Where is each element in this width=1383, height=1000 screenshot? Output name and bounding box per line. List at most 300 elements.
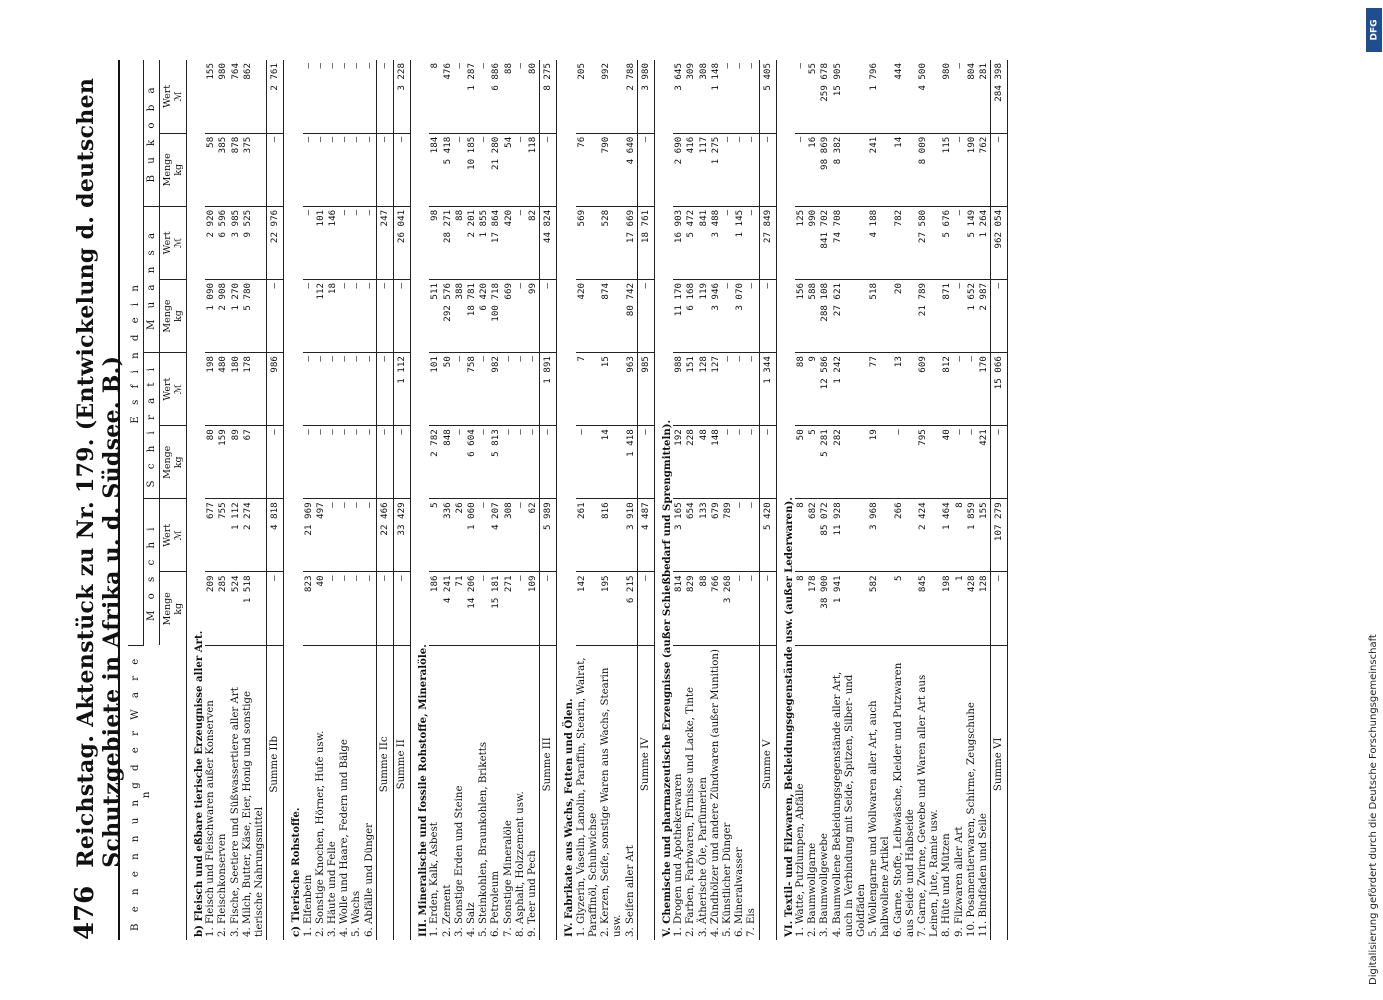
cell-menge-kg: 118 — [527, 133, 540, 206]
section-heading-row — [411, 60, 430, 940]
cell-menge-kg: 241 — [868, 133, 892, 206]
unit-label-menge: Menge — [162, 592, 173, 626]
sum-label: Summe IIc — [376, 645, 393, 940]
cell-wert-mark: 155 — [205, 60, 217, 133]
goods-name: 4. Zündhölzer und andere Zündwaren (außer Munition) — [709, 649, 721, 937]
cell-menge-kg: 282 — [832, 426, 869, 499]
cell-wert-mark: — — [376, 353, 393, 426]
cell-menge-kg: 18 781 — [466, 279, 478, 352]
cell-wert-mark: — — [364, 499, 377, 572]
cell-menge-kg: — — [351, 133, 363, 206]
cell-menge-kg: — — [540, 133, 557, 206]
cell-wert-mark: 497 — [315, 499, 327, 572]
section-title: c) Tierische Rohstoffe. — [290, 807, 303, 937]
goods-name: 5. Wachs — [351, 890, 363, 937]
section-title: b) Fleisch und eßbare tierische Erzeugnisse aller Art. — [193, 630, 205, 937]
sum-row — [991, 60, 1008, 940]
cell-menge-kg: — — [315, 426, 327, 499]
cell-menge-kg: — — [734, 572, 746, 645]
cell-wert-mark: 26 — [454, 499, 466, 572]
unit-label-mark: ℳ — [173, 237, 184, 249]
table-row — [978, 60, 991, 940]
cell-wert-mark: 151 — [685, 353, 697, 426]
cell-menge-kg: 18 — [327, 279, 339, 352]
cell-wert-mark: 1 242 — [832, 353, 869, 426]
cell-wert-mark: 15 — [600, 353, 624, 426]
unit-label-kg: kg — [173, 163, 184, 176]
cell-menge-kg: — — [454, 133, 466, 206]
goods-name: 3. Seifen aller Art — [624, 845, 636, 937]
table-row — [795, 60, 807, 940]
cell-menge-kg: 1 270 — [230, 279, 242, 352]
place-header-moschi: M o s c h i — [144, 499, 160, 645]
table-row — [673, 60, 685, 940]
cell-menge-kg: 3 268 — [722, 572, 734, 645]
cell-menge-kg: 50 — [795, 426, 807, 499]
cell-menge-kg: — — [267, 572, 284, 645]
cell-menge-kg: — — [351, 572, 363, 645]
cell-wert-mark: 980 — [941, 60, 953, 133]
place-header-bukoba: B u k o b a — [144, 60, 160, 206]
cell-wert-mark: 15 905 — [832, 60, 869, 133]
cell-menge-kg: 192 — [673, 426, 685, 499]
unit-header-wert — [160, 499, 187, 572]
cell-menge-kg: — — [339, 426, 351, 499]
cell-menge-kg: 511 — [429, 279, 441, 352]
table-row — [893, 60, 917, 940]
cell-wert-mark: — — [364, 353, 377, 426]
cell-menge-kg: — — [267, 133, 284, 206]
table-row — [527, 60, 540, 940]
cell-menge-kg: — — [527, 426, 540, 499]
cell-wert-mark: 3 488 — [710, 206, 722, 279]
cell-menge-kg: — — [376, 133, 393, 206]
cell-wert-mark: 266 — [893, 499, 917, 572]
cell-menge-kg: 288 108 — [819, 279, 831, 352]
cell-wert-mark: 62 — [527, 499, 540, 572]
cell-menge-kg: — — [364, 279, 377, 352]
cell-menge-kg: 2 782 — [429, 426, 441, 499]
cell-wert-mark: — — [364, 60, 377, 133]
cell-wert-mark: 4 188 — [868, 206, 892, 279]
cell-menge-kg: 292 576 — [442, 279, 454, 352]
sum-label: Summe IV — [637, 645, 654, 940]
cell-menge-kg: 420 — [576, 279, 600, 352]
cell-menge-kg: — — [327, 133, 339, 206]
goods-name: 5. Künstlicher Dünger — [721, 822, 733, 937]
cell-menge-kg: — — [394, 572, 411, 645]
cell-menge-kg: 5 281 — [819, 426, 831, 499]
cell-menge-kg: 5 — [807, 426, 819, 499]
cell-menge-kg: 48 — [698, 426, 710, 499]
cell-menge-kg: 20 — [893, 279, 917, 352]
cell-wert-mark: — — [478, 60, 490, 133]
cell-menge-kg: 21 280 — [490, 133, 502, 206]
cell-menge-kg: 1 275 — [710, 133, 722, 206]
unit-label-menge: Menge — [162, 299, 173, 333]
cell-menge-kg: 814 — [673, 572, 685, 645]
cell-wert-mark: 5 149 — [966, 206, 978, 279]
cell-wert-mark: — — [303, 206, 315, 279]
cell-wert-mark: 1 148 — [710, 60, 722, 133]
cell-menge-kg: — — [267, 426, 284, 499]
cell-wert-mark: — — [327, 60, 339, 133]
cell-wert-mark: 13 — [893, 353, 917, 426]
cell-wert-mark: — — [722, 206, 734, 279]
cell-wert-mark: — — [954, 206, 966, 279]
cell-menge-kg: 385 — [217, 133, 229, 206]
cell-wert-mark: 3 910 — [625, 499, 638, 572]
cell-wert-mark: 98 — [429, 206, 441, 279]
cell-wert-mark: 2 274 — [242, 499, 267, 572]
cell-wert-mark: 1 859 — [966, 499, 978, 572]
cell-wert-mark: 44 824 — [540, 206, 557, 279]
cell-menge-kg: — — [734, 426, 746, 499]
cell-wert-mark: 609 — [917, 353, 941, 426]
cell-menge-kg: — — [637, 279, 654, 352]
cell-menge-kg: 823 — [303, 572, 315, 645]
unit-header-wert — [160, 206, 187, 279]
goods-name: 9. Filzwaren aller Art — [953, 826, 965, 937]
cell-menge-kg: 19 — [868, 426, 892, 499]
cell-menge-kg: — — [364, 426, 377, 499]
cell-menge-kg: — — [734, 133, 746, 206]
table-row — [625, 60, 638, 940]
cell-menge-kg: 100 718 — [490, 279, 502, 352]
section-title: IV. Fabrikate aus Wachs, Fetten und Ölen. — [563, 698, 576, 937]
cell-menge-kg: — — [454, 426, 466, 499]
goods-name: 1. Erden, Kalk, Asbest — [429, 822, 441, 937]
cell-wert-mark: 101 — [315, 206, 327, 279]
header-rule — [118, 60, 120, 940]
unit-header-wert — [160, 353, 187, 426]
cell-wert-mark: 88 — [795, 353, 807, 426]
table-row — [442, 60, 454, 940]
table-row — [722, 60, 734, 940]
cell-wert-mark: — — [966, 353, 978, 426]
cell-wert-mark: 74 708 — [832, 206, 869, 279]
cell-wert-mark: 2 761 — [267, 60, 284, 133]
table-row — [454, 60, 466, 940]
cell-wert-mark: 146 — [327, 206, 339, 279]
table-row — [242, 60, 267, 940]
goods-name: 1. Drogen und Apothekerwaren — [673, 773, 685, 937]
goods-name: 2. Zement — [441, 884, 453, 937]
cell-menge-kg: 99 — [527, 279, 540, 352]
cell-menge-kg: — — [722, 279, 734, 352]
cell-wert-mark: 982 — [490, 353, 502, 426]
cell-menge-kg: — — [576, 426, 600, 499]
goods-name: 5. Steinkohlen, Braunkohlen, Briketts — [478, 741, 490, 937]
goods-name: 1. Fleisch und Fleischwaren außer Konserven — [205, 700, 217, 937]
cell-menge-kg: 874 — [600, 279, 624, 352]
cell-menge-kg: — — [515, 133, 527, 206]
cell-wert-mark: — — [954, 60, 966, 133]
unit-label-mark: ℳ — [173, 91, 184, 102]
table-row — [917, 60, 941, 940]
cell-menge-kg: — — [759, 279, 776, 352]
cell-menge-kg: 14 — [600, 426, 624, 499]
cell-menge-kg: — — [394, 279, 411, 352]
cell-wert-mark: 4 500 — [917, 60, 941, 133]
cell-wert-mark: 101 — [429, 353, 441, 426]
cell-menge-kg: 14 — [893, 133, 917, 206]
cell-menge-kg: 186 — [429, 572, 441, 645]
cell-wert-mark: 816 — [600, 499, 624, 572]
goods-name: 3. Ätherische Öle, Parfümerien — [697, 777, 709, 937]
cell-menge-kg: 285 — [217, 572, 229, 645]
cell-wert-mark: 155 — [978, 499, 991, 572]
unit-label-kg: kg — [173, 602, 184, 615]
cell-menge-kg: 829 — [685, 572, 697, 645]
cell-wert-mark: 528 — [600, 206, 624, 279]
cell-menge-kg: 669 — [503, 279, 515, 352]
page-header — [70, 60, 125, 940]
cell-menge-kg: 21 789 — [917, 279, 941, 352]
cell-menge-kg: 112 — [315, 279, 327, 352]
cell-wert-mark: 8 — [429, 60, 441, 133]
cell-wert-mark: 480 — [217, 353, 229, 426]
table-row — [466, 60, 478, 940]
cell-menge-kg: — — [746, 279, 759, 352]
cell-wert-mark: 679 — [710, 499, 722, 572]
unit-label-kg: kg — [173, 310, 184, 322]
cell-menge-kg: 3 070 — [734, 279, 746, 352]
cell-wert-mark: 27 580 — [917, 206, 941, 279]
sum-label: Summe II — [394, 645, 411, 940]
cell-menge-kg: — — [991, 572, 1008, 645]
cell-wert-mark: 178 — [242, 353, 267, 426]
table-row — [685, 60, 697, 940]
goods-name: 2. Kerzen, Seife, sonstige Waren aus Wachs, Stearin usw. — [600, 667, 624, 937]
cell-menge-kg: — — [991, 426, 1008, 499]
cell-menge-kg: 1 418 — [625, 426, 638, 499]
cell-menge-kg: — — [315, 133, 327, 206]
table-row — [710, 60, 722, 940]
cell-wert-mark: 28 271 — [442, 206, 454, 279]
unit-label-menge: Menge — [162, 445, 173, 479]
cell-menge-kg: — — [722, 426, 734, 499]
cell-menge-kg: — — [339, 279, 351, 352]
cell-menge-kg: — — [746, 426, 759, 499]
cell-menge-kg: 871 — [941, 279, 953, 352]
cell-menge-kg: 518 — [868, 279, 892, 352]
cell-wert-mark: 2 788 — [625, 60, 638, 133]
goods-name: 4. Salz — [466, 902, 478, 937]
cell-menge-kg: 148 — [710, 426, 722, 499]
cell-menge-kg: 845 — [917, 572, 941, 645]
table-row — [515, 60, 527, 940]
cell-menge-kg: — — [376, 426, 393, 499]
cell-menge-kg: 1 941 — [832, 572, 869, 645]
cell-menge-kg: — — [954, 279, 966, 352]
table-row — [746, 60, 759, 940]
cell-menge-kg: — — [351, 426, 363, 499]
cell-menge-kg: — — [795, 133, 807, 206]
cell-wert-mark: 3 968 — [868, 499, 892, 572]
cell-wert-mark: 1 796 — [868, 60, 892, 133]
cell-wert-mark: 962 054 — [991, 206, 1008, 279]
cell-wert-mark: 133 — [698, 499, 710, 572]
goods-name: 3. Sonstige Erden und Steine — [453, 785, 465, 937]
cell-menge-kg: — — [478, 572, 490, 645]
cell-wert-mark: 789 — [722, 499, 734, 572]
cell-menge-kg: 80 — [205, 426, 217, 499]
cell-menge-kg: — — [722, 133, 734, 206]
cell-menge-kg: — — [327, 572, 339, 645]
cell-wert-mark: 764 — [230, 60, 242, 133]
cell-wert-mark: — — [722, 353, 734, 426]
cell-wert-mark: — — [478, 499, 490, 572]
cell-wert-mark: 85 072 — [819, 499, 831, 572]
cell-wert-mark: — — [954, 353, 966, 426]
cell-menge-kg: — — [954, 426, 966, 499]
cell-menge-kg: 5 813 — [490, 426, 502, 499]
cell-menge-kg: — — [303, 426, 315, 499]
goods-name: 2. Baumwollgarne — [807, 842, 819, 937]
cell-wert-mark: 8 — [954, 499, 966, 572]
cell-menge-kg: 142 — [576, 572, 600, 645]
cell-wert-mark: 107 279 — [991, 499, 1008, 572]
section-heading-row — [557, 60, 576, 940]
cell-menge-kg: — — [267, 279, 284, 352]
section-title: III. Mineralische und fossile Rohstoffe, Mineralöle. — [417, 644, 430, 937]
running-title: Reichstag. Aktenstück zu Nr. 179. (Entwickelung d. deutschen Schutzgebiete in Afrika u. d. Südsee. B.) — [73, 77, 125, 868]
cell-wert-mark: 2 920 — [205, 206, 217, 279]
unit-label-wert: Wert — [162, 377, 173, 401]
cell-menge-kg: 15 181 — [490, 572, 502, 645]
cell-wert-mark: — — [327, 499, 339, 572]
cell-menge-kg: 848 — [442, 426, 454, 499]
unit-header-wert — [160, 60, 187, 133]
cell-wert-mark: 17 669 — [625, 206, 638, 279]
cell-wert-mark: — — [339, 206, 351, 279]
cell-menge-kg: — — [478, 426, 490, 499]
cell-wert-mark: 1 264 — [978, 206, 991, 279]
cell-wert-mark: 1 464 — [941, 499, 953, 572]
cell-wert-mark: 5 472 — [685, 206, 697, 279]
cell-wert-mark: 82 — [527, 206, 540, 279]
unit-header-menge — [160, 133, 187, 206]
cell-wert-mark: — — [734, 353, 746, 426]
cell-menge-kg: 178 — [807, 572, 819, 645]
goods-name: 2. Fleischkonserven — [217, 833, 229, 937]
cell-wert-mark: 986 — [267, 353, 284, 426]
cell-wert-mark: 55 — [807, 60, 819, 133]
cell-menge-kg: — — [515, 426, 527, 499]
cell-wert-mark: — — [351, 206, 363, 279]
cell-wert-mark: 1 287 — [466, 60, 478, 133]
cell-menge-kg: — — [515, 572, 527, 645]
cell-menge-kg: 54 — [503, 133, 515, 206]
cell-wert-mark: 444 — [893, 60, 917, 133]
cell-menge-kg: — — [637, 133, 654, 206]
cell-menge-kg: 76 — [576, 133, 600, 206]
cell-menge-kg: 388 — [454, 279, 466, 352]
cell-menge-kg: — — [746, 133, 759, 206]
cell-menge-kg: 4 241 — [442, 572, 454, 645]
unit-label-wert: Wert — [162, 231, 173, 255]
sum-row — [267, 60, 284, 940]
cell-wert-mark: 4 207 — [490, 499, 502, 572]
cell-wert-mark: 15 066 — [991, 353, 1008, 426]
place-header-schirati: S c h i r a t i — [144, 353, 160, 499]
cell-wert-mark: 18 761 — [637, 206, 654, 279]
table-row — [819, 60, 831, 940]
section-heading-row — [187, 60, 206, 940]
cell-menge-kg: — — [759, 133, 776, 206]
cell-wert-mark: 16 903 — [673, 206, 685, 279]
unit-header-menge — [160, 572, 187, 645]
cell-menge-kg: — — [540, 572, 557, 645]
cell-wert-mark: — — [746, 206, 759, 279]
unit-label-menge: Menge — [162, 153, 173, 187]
cell-wert-mark: 284 398 — [991, 60, 1008, 133]
cell-wert-mark: 804 — [966, 60, 978, 133]
cell-wert-mark: 22 466 — [376, 499, 393, 572]
cell-menge-kg: 524 — [230, 572, 242, 645]
cell-wert-mark: 4 487 — [637, 499, 654, 572]
cell-wert-mark: 308 — [698, 60, 710, 133]
cell-menge-kg: 5 780 — [242, 279, 267, 352]
table-row — [868, 60, 892, 940]
section-heading-row — [284, 60, 303, 940]
goods-name: 3. Baumwollgewebe — [819, 833, 831, 937]
cell-wert-mark: 782 — [893, 206, 917, 279]
column-header-goods: B e n e n n u n g d e r W a r e n — [128, 645, 187, 940]
cell-menge-kg: — — [364, 133, 377, 206]
cell-wert-mark: 6 886 — [490, 60, 502, 133]
cell-wert-mark: — — [454, 353, 466, 426]
sum-row — [637, 60, 654, 940]
digitization-note: Digitalisierung gefördert durch die Deutsche Forschungsgemeinschaft — [1368, 634, 1379, 985]
cell-menge-kg: 38 900 — [819, 572, 831, 645]
cell-menge-kg: 878 — [230, 133, 242, 206]
goods-name: 3. Häute und Felle — [327, 841, 339, 937]
cell-menge-kg: 6 215 — [625, 572, 638, 645]
cell-wert-mark: — — [515, 499, 527, 572]
goods-name: 2. Sonstige Knochen, Hörner, Hufe usw. — [314, 730, 326, 937]
cell-menge-kg: — — [339, 572, 351, 645]
goods-name: 2. Farben, Farbwaren, Firnisse und Lacke, Tinte — [685, 686, 697, 937]
table-row — [807, 60, 819, 940]
table-row — [966, 60, 978, 940]
section-title: VI. Textil- und Filzwaren, Bekleidungsgegenstände usw. (außer Lederwaren). — [782, 497, 795, 937]
cell-menge-kg: 159 — [217, 426, 229, 499]
cell-wert-mark: 1 060 — [466, 499, 478, 572]
cell-menge-kg: 89 — [230, 426, 242, 499]
cell-menge-kg: — — [746, 572, 759, 645]
section-heading-row — [654, 60, 673, 940]
cell-menge-kg: — — [759, 572, 776, 645]
cell-menge-kg: — — [515, 279, 527, 352]
cell-wert-mark: — — [503, 353, 515, 426]
cell-menge-kg: 156 — [795, 279, 807, 352]
cell-wert-mark: 476 — [442, 60, 454, 133]
cell-menge-kg: 195 — [600, 572, 624, 645]
goods-name: 8. Asphalt, Holzzement usw. — [514, 791, 526, 937]
cell-wert-mark: 205 — [576, 60, 600, 133]
cell-wert-mark: — — [795, 60, 807, 133]
table-row — [941, 60, 953, 940]
dfg-logo-text: DFG — [1369, 19, 1380, 41]
cell-wert-mark: — — [339, 499, 351, 572]
goods-name: 1. Elfenbein — [302, 874, 314, 937]
dfg-logo — [1366, 8, 1382, 52]
table-row — [230, 60, 242, 940]
goods-name: 6. Garne, Stoffe, Leibwäsche, Kleider und Putzwaren aus Seide und Halbseide — [892, 662, 916, 937]
table-row — [315, 60, 327, 940]
